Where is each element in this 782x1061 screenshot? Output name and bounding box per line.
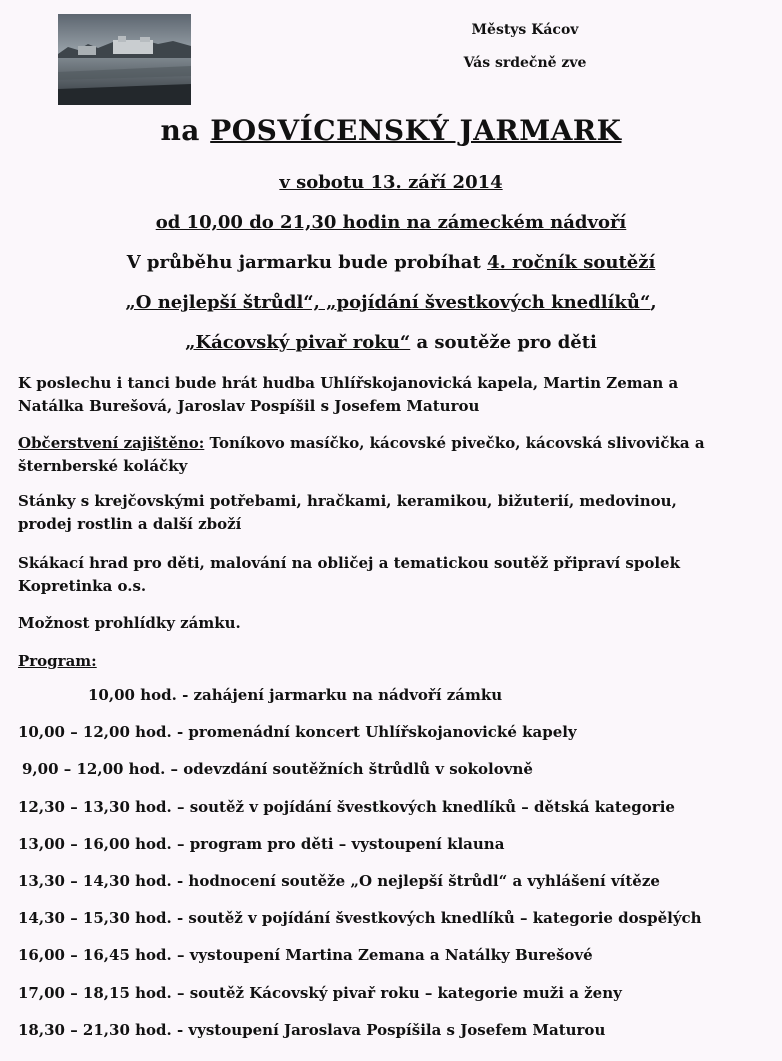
- program-time: 13,30 – 14,30 hod.: [18, 872, 172, 890]
- pivar-line: [0, 332, 782, 353]
- program-time: 10,00 – 12,00 hod.: [18, 723, 172, 742]
- program-item: [18, 835, 782, 853]
- program-item: [18, 946, 782, 964]
- program-time: 17,00 – 18,15 hod.: [18, 983, 172, 1002]
- program-item: [18, 686, 782, 704]
- program-item: [18, 723, 782, 741]
- program-time: 14,30 – 15,30 hod.: [18, 909, 172, 928]
- program-description: - vystoupení Jaroslava Pospíšila s Josefem Maturou: [176, 1020, 606, 1039]
- event-date: v sobotu 13. září 2014: [279, 172, 503, 193]
- page-title: [0, 114, 782, 147]
- castle-tour: Možnost prohlídky zámku.: [18, 614, 241, 632]
- kids-line-2: Kopretinka o.s.: [18, 577, 147, 595]
- food-items: Toníkovo masíčko, kácovské pivečko, kácovská slivovička a: [204, 434, 705, 452]
- music-line-2: Natálka Burešová, Jaroslav Pospíšil s Josefem Maturou: [18, 397, 480, 415]
- program-time: 13,00 – 16,00 hod.: [18, 834, 172, 853]
- event-name: POSVÍCENSKÝ JARMARK: [210, 114, 622, 147]
- music-line-1: K poslechu i tanci bude hrát hudba Uhlířskojanovická kapela, Martin Zeman a: [18, 374, 679, 392]
- program-description: - zahájení jarmarku na nádvoří zámku: [182, 686, 503, 704]
- food-line-2: šternberské koláčky: [18, 457, 188, 475]
- competition-names-text: „O nejlepší štrůdl“, „pojídání švestkových knedlíků“: [125, 292, 651, 313]
- program-time: 10,00 hod.: [88, 686, 177, 704]
- program-item: [18, 984, 782, 1002]
- castle-photo: [58, 14, 191, 105]
- program-item: [18, 798, 782, 816]
- food-label: Občerstvení zajištěno:: [18, 434, 205, 452]
- program-description: - promenádní koncert Uhlířskojanovické kapely: [176, 723, 577, 742]
- program-time: 18,30 – 21,30 hod.: [18, 1020, 172, 1039]
- program-description: – soutěž Kácovský pivař roku – kategorie muži a ženy: [176, 983, 622, 1002]
- stands-paragraph: [18, 490, 782, 536]
- program-description: - soutěž v pojídání švestkových knedlíků – kategorie dospělých: [176, 909, 702, 928]
- program-item: [18, 909, 782, 927]
- program-item: [18, 1021, 782, 1039]
- invite-text: Vás srdečně zve: [463, 55, 587, 71]
- program-label: Program:: [18, 652, 97, 670]
- kids-paragraph: [18, 552, 782, 598]
- program-item: [18, 760, 782, 778]
- competition-edition: 4. ročník soutěží: [487, 252, 656, 273]
- program-description: – program pro děti – vystoupení klauna: [176, 834, 505, 853]
- competition-names-tail: ,: [650, 292, 657, 313]
- stands-line-1: Stánky s krejčovskými potřebami, hračkami, keramikou, bižuterií, medovinou,: [18, 492, 677, 510]
- competition-names: [0, 292, 782, 313]
- competition-intro: [0, 252, 782, 273]
- music-paragraph: [18, 372, 782, 418]
- event-time: od 10,00 do 21,30 hodin na zámeckém nádvoří: [155, 212, 627, 233]
- food-line-1: [18, 432, 782, 455]
- stands-line-2: prodej rostlin a další zboží: [18, 515, 242, 533]
- program-item: [18, 872, 782, 890]
- kids-line-1: Skákací hrad pro děti, malování na obličej a tematickou soutěž připraví spolek: [18, 554, 680, 572]
- pivar-competition: „Kácovský pivař roku“: [185, 332, 411, 353]
- program-description: – vystoupení Martina Zemana a Natálky Burešové: [176, 946, 593, 965]
- program-description: – odevzdání soutěžních štrůdlů v sokolovně: [170, 760, 533, 779]
- pivar-tail: a soutěže pro děti: [410, 332, 597, 353]
- municipality-name: Městys Kácov: [471, 22, 579, 38]
- program-time: 9,00 – 12,00 hod.: [22, 760, 166, 779]
- program-time: 12,30 – 13,30 hod.: [18, 797, 172, 816]
- title-prefix: na: [160, 114, 200, 147]
- program-description: - hodnocení soutěže „O nejlepší štrůdl“ a vyhlášení vítěze: [176, 872, 660, 890]
- food-paragraph: [18, 432, 782, 478]
- program-time: 16,00 – 16,45 hod.: [18, 946, 172, 965]
- competition-intro-text: V průběhu jarmarku bude probíhat: [126, 252, 488, 273]
- program-description: – soutěž v pojídání švestkových knedlíků – dětská kategorie: [176, 797, 675, 816]
